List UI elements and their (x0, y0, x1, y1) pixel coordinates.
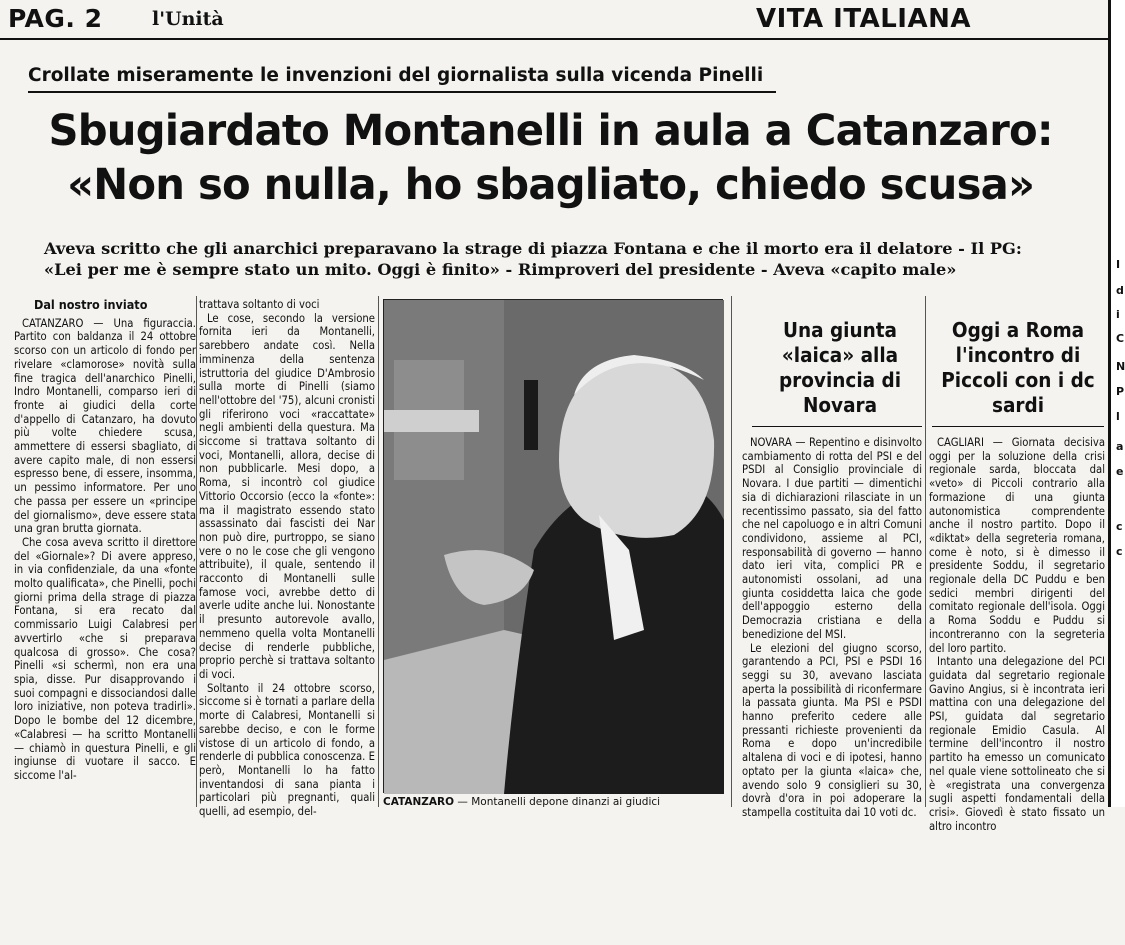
article-paragraph: Le elezioni del giugno scorso, garantendo a PCI, PSI e PSDI 16 seggi su 30, avevano lasciata aperta la possibilità di riconfermare la passata giunta. Ma PSI e PSDI hanno preferito cedere alle pressanti richieste provenienti da Roma e dopo un'incredibile altalena di voci e di ipotesi, hanno optato per la giunta «laica» che, avendo solo 9 consiglieri su 30, dovrà d'ora in poi adoperare la stampella costituita dai 10 voti dc. (742, 641, 922, 819)
edge-letter: l (1116, 410, 1120, 423)
edge-letter: c (1116, 520, 1123, 533)
article-paragraph: trattava soltanto di voci (199, 298, 320, 311)
caption-place: CATANZARO (383, 796, 455, 808)
column-divider (378, 296, 379, 807)
column-divider (196, 296, 197, 807)
headline-line-1: Sbugiardato Montanelli in aula a Catanzaro: (48, 106, 1053, 156)
edge-letter: c (1116, 545, 1123, 558)
side-article-2-body (929, 436, 1105, 945)
deck (44, 238, 1094, 280)
kicker: Crollate miseramente le invenzioni del giornalista sulla vicenda Pinelli (28, 65, 764, 86)
article-paragraph: Soltanto il 24 ottobre scorso, siccome si è tornati a parlare della morte di Calabresi, Montanelli si sarebbe deciso, e con le forme vistose di un articolo di fondo, a renderle di pubblica conoscenza. E però, Montanelli lo ha fatto inventandosi di sana pianta i particolari più pregnanti, quali quelli, ad esempio, del- (199, 681, 375, 819)
headline-rule (752, 426, 922, 427)
article-paragraph: Le cose, secondo la versione fornita ieri da Montanelli, sarebbero andate così. Nella imminenza della sentenza istruttoria del giudice D'Ambrosio sulla morte di Pinelli (siamo nell'ottobre del '75), alcuni cronisti gli riferirono voci «raccattate» negli ambienti della questura. Ma siccome si trattava soltanto di voci, Montanelli, allora, decise di non pubblicarle. Mesi dopo, a Roma, si incontrò col giudice Vittorio Occorsio (ecco la «fonte»: ma il magistrato essendo stato assassinato dai fascisti dei Nar non può dire, purtroppo, se siano vere o no le cose che gli vengono attribuite), il quale, sentendo il racconto di Montanelli sulle famose voci, avrebbe detto di averle udite anche lui. Nonostante il presunto autorevole avallo, nemmeno quella volta Montanelli decise di renderle pubbliche, proprio perchè si trattava soltanto di voci. (199, 311, 375, 681)
article-paragraph: NOVARA — Repentino e disinvolto cambiamento di rotta del PSI e del PSDI al Consiglio provinciale di Novara. I due partiti — dimentichi sia di dichiarazioni rilasciate in un recentissimo passato, sia del fatto che nel capoluogo e in altri Comuni condividono, assieme al PCI, responsabilità di governo — hanno dato ieri vita, complici PR e autonomisti ossolani, ad una giunta cosiddetta laica che gode dell'appoggio esterno della Democrazia cristiana e della benedizione del MSI. (742, 436, 922, 641)
deck-line-1: Aveva scritto che gli anarchici preparavano la strage di piazza Fontana e che il morto era il delatore - Il PG: (44, 239, 1022, 258)
edge-letter: C (1116, 332, 1125, 345)
article-paragraph: CATANZARO — Una figuraccia. Partito con baldanza il 24 ottobre scorso con un articolo di fondo per rivelare «clamorose» novità sulla fine tragica dell'anarchico Pinelli, Indro Montanelli, comparso ieri di fronte ai giudici della corte d'appello di Catanzaro, ha dovuto più volte chiedere scusa, ammettere di essersi sbagliato, di avere capito male, di non essersi espresso bene, di essere, insomma, un pessimo informatore. Per uno che passa per essere un «principe del giornalismo», deve essere stata una gran brutta giornata. (14, 316, 196, 536)
side-article-2-headline: Oggi a Roma l'incontro di Piccoli con i dc sardi (941, 318, 1095, 417)
deck-line-2: «Lei per me è sempre stato un mito. Oggi è finito» - Rimproveri del presidente - Aveva «capito male» (44, 260, 957, 279)
edge-letter: I (1116, 258, 1121, 271)
article-column-1 (14, 298, 196, 807)
photo-caption (383, 796, 723, 808)
side-article-1-body (742, 436, 922, 945)
edge-letter: e (1116, 465, 1124, 478)
news-photo (383, 299, 723, 793)
article-paragraph: CAGLIARI — Giornata decisiva oggi per la soluzione della crisi regionale sarda, bloccata dal «veto» di Piccoli contrario alla formazione di una giunta autonomistica comprendente anche il nostro partito. Dopo il «diktat» della segreteria romana, come è noto, si è dimesso il presidente Soddu, il segretario regionale della DC Puddu e ben sedici membri dirigenti del comitato regionale dell'isola. Oggi a Roma Soddu e Puddu si incontreranno con la segreteria del loro partito. (929, 436, 1105, 655)
kicker-rule (28, 91, 776, 93)
edge-letter: N (1116, 360, 1125, 373)
section-title: VITA ITALIANA (756, 4, 971, 34)
column-divider (925, 296, 926, 807)
masthead (0, 0, 1108, 40)
edge-letter: P (1116, 385, 1125, 398)
column-divider (731, 296, 732, 807)
side-article-1-headline: Una giunta «laica» alla provincia di Novara (778, 318, 902, 417)
edge-letter: d (1116, 284, 1124, 297)
article-paragraph: Che cosa aveva scritto il direttore del «Giornale»? Di avere appreso, in via confidenziale, da una «fonte molto qualificata», che Pinelli, pochi giorni prima della strage di piazza Fontana, si era recato dal commissario Luigi Calabresi per avvertirlo «che si preparava qualcosa di grosso». Che cosa? Pinelli «si schermì, non era una spia, disse. Pur disapprovando i suoi compagni e dissociandosi dalle loro iniziative, non poteva tradirli». Dopo le bombe del 12 dicembre, «Calabresi — ha scritto Montanelli — chiamò in questura Pinelli, e gli ingiunse di vuotare il sacco. E siccome l'al- (14, 535, 196, 782)
adjacent-page-edge (1108, 0, 1125, 807)
caption-text: — Montanelli depone dinanzi ai giudici (454, 796, 661, 808)
edge-letter: i (1116, 308, 1120, 321)
newspaper-name: l'Unità (152, 8, 224, 30)
byline: Dal nostro inviato (34, 297, 148, 312)
article-paragraph: Intanto una delegazione del PCI guidata dal segretario regionale Gavino Angius, si è incontrata ieri mattina con una delegazione del PSI, guidata dal segretario regionale Emidio Casula. Al termine dell'incontro il nostro partito ha emesso un comunicato nel quale viene sottolineato che si è «registrata una convergenza sugli aspetti fondamentali della crisi». Giovedì è stato fissato un altro incontro (929, 655, 1105, 833)
photo-montanelli-testifying (384, 300, 724, 794)
headline-rule (932, 426, 1104, 427)
edge-letter: a (1116, 440, 1124, 453)
article-column-2 (199, 298, 375, 819)
page-number: PAG. 2 (8, 4, 103, 33)
headline-line-2: «Non so nulla, ho sbagliato, chiedo scusa» (67, 160, 1035, 210)
